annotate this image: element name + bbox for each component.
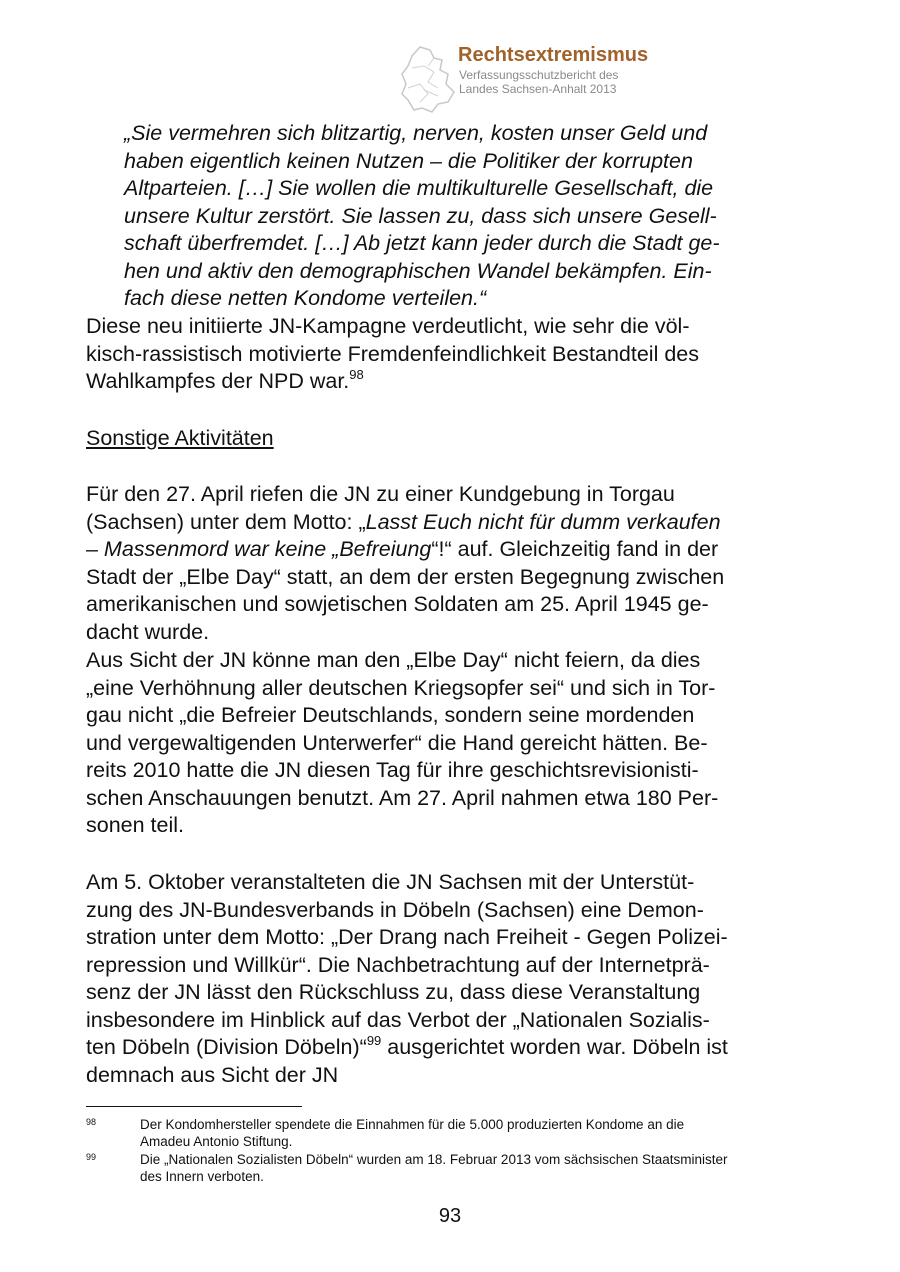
text-line: amerikanischen und sowjetischen Soldaten am 25. April 1945 ge- bbox=[86, 592, 709, 616]
text-line: Aus Sicht der JN könne man den „Elbe Day“ nicht feiern, da dies bbox=[86, 648, 701, 672]
text-line: senz der JN lässt den Rückschluss zu, dass diese Veranstaltung bbox=[86, 980, 701, 1004]
text-line: kisch-rassistisch motivierte Fremdenfeindlichkeit Bestandteil des bbox=[86, 341, 699, 366]
block-quote bbox=[124, 120, 812, 313]
page-header bbox=[398, 40, 778, 116]
footnote-line: Die „Nationalen Sozialisten Döbeln“ wurden am 18. Februar 2013 vom sächsischen Staatsminister bbox=[140, 1152, 728, 1167]
footnote-divider bbox=[86, 1106, 302, 1107]
text-line: sonen teil. bbox=[86, 813, 185, 837]
quote-line: unsere Kultur zerstört. Sie lassen zu, dass sich unsere Gesell- bbox=[124, 203, 717, 228]
text-line: reits 2010 hatte die JN diesen Tag für ihre geschichtsrevisionisti- bbox=[86, 758, 699, 782]
text-line: stration unter dem Motto: „Der Drang nach Freiheit - Gegen Polizei- bbox=[86, 925, 728, 949]
text-line-content: Wahlkampfes der NPD war. bbox=[86, 369, 350, 393]
quote-line: fach diese netten Kondome verteilen.“ bbox=[124, 286, 487, 310]
footnote-text bbox=[140, 1151, 812, 1185]
text-line: insbesondere im Hinblick auf das Verbot der „Nationalen Sozialis- bbox=[86, 1007, 710, 1032]
footnote-ref-98[interactable]: 98 bbox=[349, 367, 364, 382]
paragraph-torgau bbox=[86, 481, 812, 646]
footnote-number: 99 bbox=[86, 1152, 97, 1162]
paragraph-campaign bbox=[86, 313, 812, 396]
header-subtitle-line1: Verfassungsschutzbericht des bbox=[459, 68, 619, 82]
text-line: dacht wurde. bbox=[86, 619, 210, 644]
page-number: 93 bbox=[438, 1205, 462, 1227]
text-line: Diese neu initiierte JN-Kampagne verdeutlicht, wie sehr die völ- bbox=[86, 314, 690, 338]
text-line: Für den 27. April riefen die JN zu einer Kundgebung in Torgau bbox=[86, 482, 675, 506]
footnote-line: Amadeu Antonio Stiftung. bbox=[140, 1134, 293, 1149]
text-line: Am 5. Oktober veranstalteten die JN Sachsen mit der Unterstüt- bbox=[86, 870, 695, 894]
footnote-ref-99[interactable]: 99 bbox=[366, 1033, 382, 1048]
footnote-line: Der Kondomhersteller spendete die Einnahmen für die 5.000 produzierten Kondome an die bbox=[140, 1117, 685, 1132]
text-italic: – Massenmord war keine „Befreiung bbox=[86, 537, 432, 561]
quote-line: schaft überfremdet. […] Ab jetzt kann jeder durch die Stadt ge- bbox=[124, 231, 720, 255]
text-plain: (Sachsen) unter dem Motto: „ bbox=[86, 509, 366, 534]
footnote-line: des Innern verboten. bbox=[140, 1169, 264, 1184]
footnote-text bbox=[140, 1116, 812, 1150]
footnote-number: 98 bbox=[86, 1117, 97, 1127]
text-plain: ten Döbeln (Division Döbeln)“ bbox=[86, 1035, 367, 1059]
text-line: repression und Willkür“. Die Nachbetrachtung auf der Internetprä- bbox=[86, 952, 710, 977]
quote-line: Altparteien. […] Sie wollen die multikulturelle Gesellschaft, die bbox=[124, 176, 714, 200]
text-line bbox=[86, 368, 812, 396]
text-line bbox=[86, 536, 812, 564]
quote-line: hen und aktiv den demographischen Wandel bekämpfen. Ein- bbox=[124, 258, 712, 283]
text-line: schen Anschauungen benutzt. Am 27. April nahmen etwa 180 Per- bbox=[86, 785, 719, 810]
text-line: Stadt der „Elbe Day“ statt, an dem der ersten Begegnung zwischen bbox=[86, 564, 725, 589]
text-line bbox=[86, 1034, 812, 1062]
text-plain: ausgerichtet worden war. Döbeln ist bbox=[381, 1035, 728, 1059]
quote-line: „Sie vermehren sich blitzartig, nerven, kosten unser Geld und bbox=[124, 121, 708, 145]
saxony-anhalt-map-logo bbox=[398, 44, 458, 114]
text-line: gau nicht „die Befreier Deutschlands, sondern seine mordenden bbox=[86, 703, 695, 727]
text-italic: Lasst Euch nicht für dumm verkaufen bbox=[365, 509, 721, 534]
text-line: „eine Verhöhnung aller deutschen Kriegsopfer sei“ und sich in Tor- bbox=[86, 675, 716, 700]
header-subtitle-line2: Landes Sachsen-Anhalt 2013 bbox=[459, 82, 617, 96]
section-heading: Sonstige Aktivitäten bbox=[86, 426, 274, 450]
text-plain: “!“ auf. Gleichzeitig fand in der bbox=[431, 537, 719, 561]
paragraph-elbe-day bbox=[86, 647, 812, 840]
header-title: Rechtsextremismus bbox=[458, 44, 649, 66]
text-line: und vergewaltigenden Unterwerfer“ die Hand gereicht hätten. Be- bbox=[86, 730, 708, 755]
paragraph-doebeln bbox=[86, 869, 812, 1089]
text-line bbox=[86, 509, 812, 537]
text-line: zung des JN-Bundesverbands in Döbeln (Sachsen) eine Demon- bbox=[86, 897, 704, 922]
text-line: demnach aus Sicht der JN bbox=[86, 1062, 339, 1087]
quote-line: haben eigentlich keinen Nutzen – die Politiker der korrupten bbox=[124, 148, 693, 173]
